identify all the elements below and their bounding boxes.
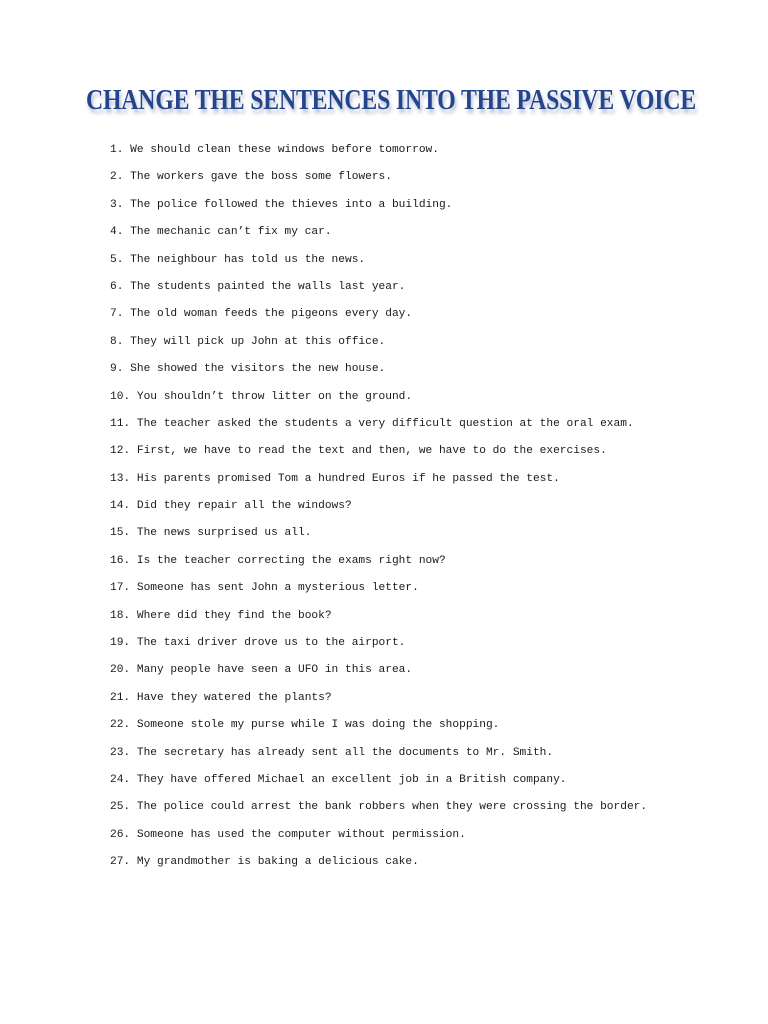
sentence-item: 11. The teacher asked the students a very difficult question at the oral exam.	[110, 417, 634, 430]
sentence-item: 3. The police followed the thieves into a building.	[110, 198, 453, 211]
sentence-item: 25. The police could arrest the bank robbers when they were crossing the border.	[110, 801, 648, 814]
sentence-item: 15. The news surprised us all.	[110, 527, 312, 540]
sentence-item: 24. They have offered Michael an excellent job in a British company.	[110, 773, 567, 786]
sentence-item: 20. Many people have seen a UFO in this area.	[110, 664, 413, 677]
sentence-item: 12. First, we have to read the text and then, we have to do the exercises.	[110, 445, 607, 458]
sentence-item: 2. The workers gave the boss some flowers.	[110, 171, 392, 184]
sentence-item: 22. Someone stole my purse while I was doing the shopping.	[110, 719, 500, 732]
sentence-item: 17. Someone has sent John a mysterious letter.	[110, 582, 419, 595]
sentence-item: 4. The mechanic can’t fix my car.	[110, 226, 332, 239]
sentence-item: 6. The students painted the walls last year.	[110, 280, 406, 293]
sentence-item: 5. The neighbour has told us the news.	[110, 253, 366, 266]
sentence-item: 9. She showed the visitors the new house.	[110, 363, 386, 376]
sentence-item: 26. Someone has used the computer without permission.	[110, 828, 466, 841]
sentence-item: 19. The taxi driver drove us to the airport.	[110, 637, 406, 650]
sentence-list	[110, 143, 660, 883]
worksheet-title: CHANGE THE SENTENCES INTO THE PASSIVE VOICE	[85, 84, 697, 116]
sentence-item: 18. Where did they find the book?	[110, 609, 332, 622]
sentence-item: 23. The secretary has already sent all the documents to Mr. Smith.	[110, 746, 554, 759]
sentence-item: 14. Did they repair all the windows?	[110, 500, 352, 513]
sentence-item: 21. Have they watered the plants?	[110, 691, 332, 704]
sentence-item: 13. His parents promised Tom a hundred Euros if he passed the test.	[110, 472, 560, 485]
sentence-item: 7. The old woman feeds the pigeons every day.	[110, 308, 413, 321]
sentence-item: 16. Is the teacher correcting the exams right now?	[110, 554, 446, 567]
sentence-item: 27. My grandmother is baking a delicious cake.	[110, 856, 419, 869]
sentence-item: 10. You shouldn’t throw litter on the ground.	[110, 390, 413, 403]
sentence-item: 8. They will pick up John at this office.	[110, 335, 386, 348]
sentence-item: 1. We should clean these windows before tomorrow.	[110, 144, 439, 156]
